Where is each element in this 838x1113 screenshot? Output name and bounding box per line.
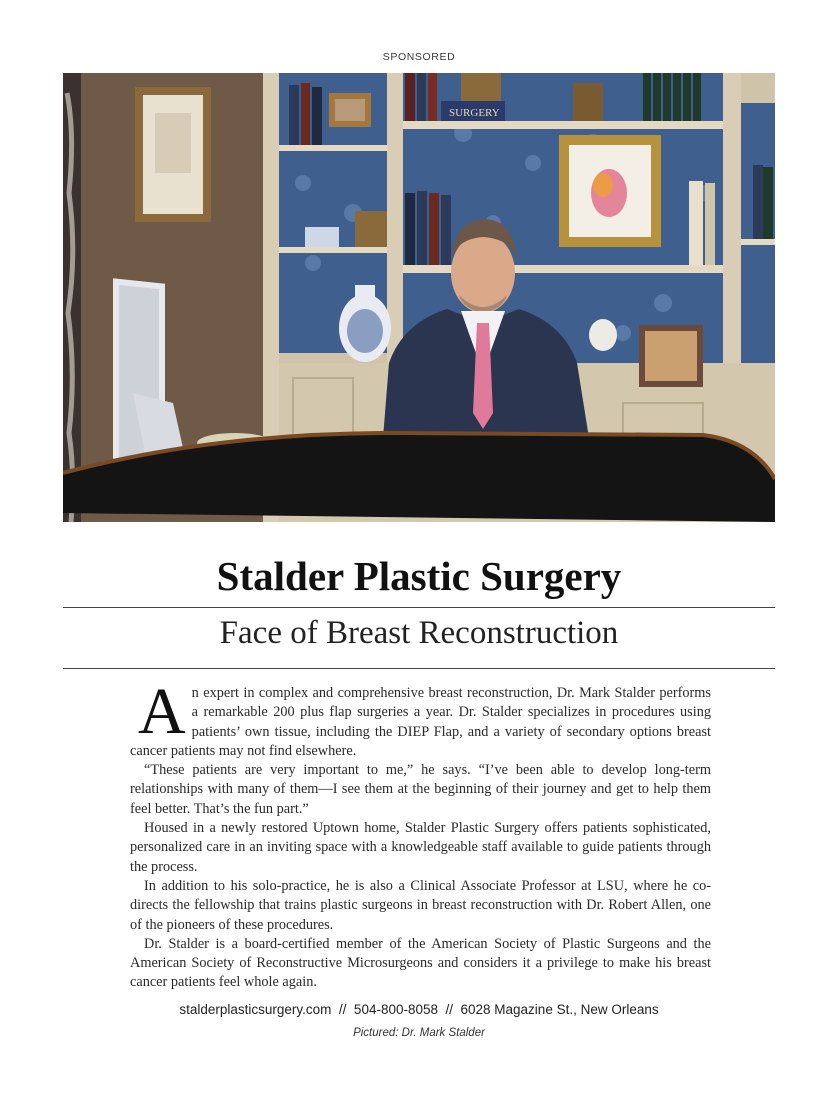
drop-cap: A bbox=[138, 675, 186, 748]
paragraph-5: Dr. Stalder is a board-certified member of the American Society of Plastic Surgeons and the American Society of Reconstructive Microsurgeons and considers it a privilege to make his breast cancer patients feel whole again. bbox=[130, 935, 711, 991]
paragraph-3: Housed in a newly restored Uptown home, Stalder Plastic Surgery offers patients sophisticated, personalized care in an inviting space with a knowledgeable staff available to guide patients through the process. bbox=[130, 820, 711, 875]
title-divider-bottom bbox=[63, 668, 775, 669]
paragraph-4: In addition to his solo-practice, he is also a Clinical Associate Professor at LSU, where he co-directs the fellowship that trains plastic surgeons in breast reconstruction with Dr. Robert Allen, one of the pioneers of these procedures. bbox=[130, 877, 711, 933]
contact-line[interactable]: stalderplasticsurgery.com // 504-800-8058 // 6028 Magazine St., New Orleans bbox=[179, 1002, 659, 1017]
paragraph-1: An expert in complex and comprehensive breast reconstruction, Dr. Mark Stalder performs a remarkable 200 plus flap surgeries a year. Dr. Stalder specializes in procedures using patients’ own tissue, including the DIEP Flap, and a variety of secondary options breast cancer patients may not find elsewhere. bbox=[130, 675, 711, 759]
book-spine-text: SURGERY bbox=[449, 107, 500, 119]
photo-caption: Pictured: Dr. Mark Stalder bbox=[353, 1027, 485, 1039]
article-subtitle: Face of Breast Reconstruction bbox=[219, 615, 619, 651]
article-body bbox=[130, 675, 711, 993]
title-divider-top bbox=[63, 607, 775, 608]
paragraph-2: “These patients are very important to me,” he says. “I’ve been able to develop long-term relationships with many of them—I see them at the beginning of their journey and get to help them feel better. That’s the fun part.” bbox=[130, 762, 711, 817]
portrait-photo bbox=[63, 73, 775, 522]
article-title: Stalder Plastic Surgery bbox=[216, 553, 622, 599]
sponsored-label: SPONSORED bbox=[382, 51, 456, 63]
